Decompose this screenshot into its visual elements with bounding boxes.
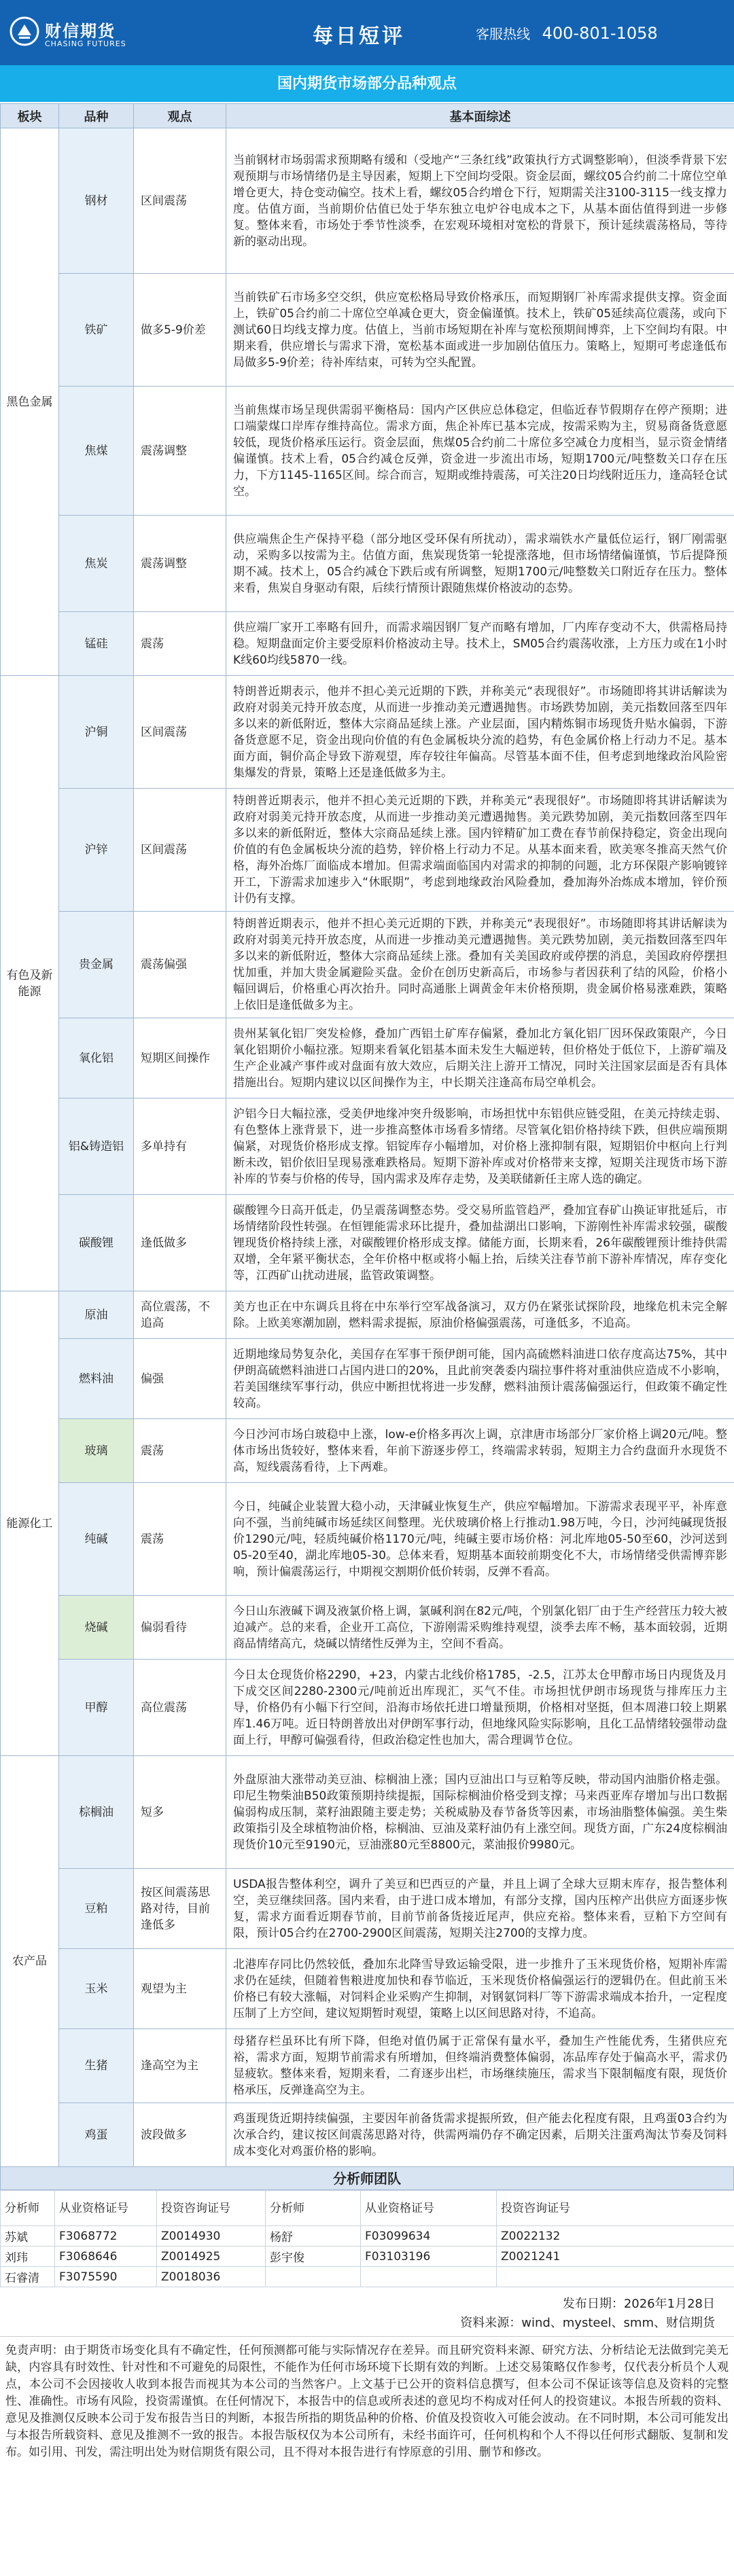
company-logo — [10, 14, 139, 53]
variety-cell: 豆粕 — [59, 1869, 134, 1949]
hotline-number[interactable]: 400-801-1058 — [542, 24, 658, 43]
analyst-cell: 刘玮 — [1, 2247, 55, 2267]
col-header-sector: 板块 — [1, 104, 59, 128]
hotline-label: 客服热线 — [476, 26, 530, 42]
table-row — [1, 1869, 734, 1949]
views-table — [0, 103, 734, 2167]
variety-cell: 原油 — [59, 1291, 134, 1339]
basis-cell: 当前钢材市场弱需求预期略有缓和（受地产“三条红线”政策执行方式调整影响），但淡季背景下宏观预期与市场情绪仍是主导因素，短期上下空间均受限。资金层面，螺纹05合约前二十席位空单增仓更大，持仓变动偏空。技术上看，螺纹05合约增仓下行，短期需关注3100-3115一线支撑力度。估值方面，当前期价估值已处于华东独立电炉谷电成本之下，从基本面估值得到进一步修复。整体来看，市场处于季节性淡季，在宏观环境相对宽松的背景下，预计延续震荡格局，等待新的驱动出现。 — [226, 128, 734, 274]
variety-cell: 烧碱 — [59, 1596, 134, 1660]
variety-cell: 玉米 — [59, 1949, 134, 2029]
table-row — [1, 676, 734, 789]
sector-cell: 有色及新能源 — [1, 676, 59, 1291]
analyst-cell: 彭宇俊 — [266, 2247, 361, 2267]
col-header-basis: 基本面综述 — [226, 104, 734, 128]
analyst-cell: F03103196 — [361, 2247, 497, 2267]
variety-cell: 贵金属 — [59, 912, 134, 1018]
sector-cell: 能源化工 — [1, 1291, 59, 1756]
table-row — [1, 912, 734, 1018]
basis-cell: 沪铝今日大幅拉涨，受美伊地缘冲突升级影响，市场担忧中东铝供应链受阻，在美元持续走弱、有色整体上涨背景下，进一步推高整体市场看多情绪。尽管氧化铝价格持续下跌，但供应端预期偏紧，对现货价格形成支撑。铝锭库存小幅增加，对价格上涨抑制有限，短期铝价中枢向上行判断未改，铝价依旧呈现易涨难跌格局。短期下游补库或对价格带来支撑，短期关注现货市场下游补库的节奏与价格的传导，国内需求及库存走势，及美联储新任主席人选的确定。 — [226, 1098, 734, 1195]
basis-cell: 当前铁矿石市场多空交织，供应宽松格局导致价格承压，而短期钢厂补库需求提供支撑。资金面上，铁矿05合约前二十席位空单减仓更大，资金偏谨慎。技术上，铁矿05延续高位震荡，或向下测试60日均线支撑力度。估值上，当前市场短期在补库与宽松预期间博弈，上下空间均有限。中期来看，供应增长与需求下滑，宽松基本面或进一步加剧估值压力。策略上，短期可考虑逢低布局做多5-9价差；待补库结束，可转为空头配置。 — [226, 274, 734, 387]
page-header — [0, 0, 734, 65]
analyst-col-header: 投资咨询证号 — [157, 2191, 266, 2226]
variety-cell: 沪锌 — [59, 789, 134, 912]
table-row — [1, 1483, 734, 1596]
publish-date: 发布日期：2026年1月28日 — [562, 2297, 715, 2311]
view-cell: 短多 — [134, 1756, 226, 1869]
section-title: 国内期货市场部分品种观点 — [0, 65, 734, 103]
table-row — [1, 1098, 734, 1195]
view-cell: 按区间震荡思路对待，目前逢低多 — [134, 1869, 226, 1949]
variety-cell: 钢材 — [59, 128, 134, 274]
basis-cell: 北港库存同比仍然较低，叠加东北降雪导致运输受限，进一步推升了玉米现货价格，短期补库需求仍在延续，但随着售粮进度加快和春节临近，玉米现货价格偏强运行的逻辑仍在。但此前玉米价格已有较大涨幅，对饲料企业采购产生抑制，对钢氨饲料厂等下游需求端成本抬升，一定程度压制了上方空间，建议短期暂时观望，策略上以区间思路对待，不追高。 — [226, 1949, 734, 2029]
view-cell: 区间震荡 — [134, 676, 226, 789]
view-cell: 震荡 — [134, 1419, 226, 1483]
basis-cell: 特朗普近期表示，他并不担心美元近期的下跌，并称美元“表现很好”。市场随即将其讲话解读为政府对弱美元持开放态度，从而进一步推动美元遭遇抛售。美元跌势加剧，美元指数回落至四年多以来的新低附近，整体大宗商品延续上涨。叠加有关美国政府或停摆的消息，美国政府停摆担忧加重，并加大贵金属避险买盘。金价在创历史新高后，市场参与者因获利了结的风险，价格小幅回调后，价格重心再次抬升。同时高通胀上调黄金年末价格预期，贵金属价格易涨难跌，策略上依旧是逢低做多为主。 — [226, 912, 734, 1018]
basis-cell: 今日沙河市场白玻稳中上涨，low-e价格多再次上调，京津唐市场部分厂家价格上调20元/吨。整体市场出货较好，整体来看，年前下游逐步停工，终端需求转弱，短期主力合约盘面升水现货不高，短线震荡看待，上下两难。 — [226, 1419, 734, 1483]
basis-cell: 碳酸锂今日高开低走，仍呈震荡调整态势。受交易所监管趋严，叠加宜春矿山换证审批延后，市场情绪阶段性转强。在恒锂能需求环比提升，叠加盐湖出口影响，下游刚性补库需求较强，碳酸锂现货价格持续上涨，对碳酸锂价格形成支撑。储能方面，长期来看，26年碳酸锂预计维持供需双增，全年紧平衡状态，全年价格中枢或将小幅上抬，后续关注春节前下游补库情况，库存变化等，江西矿山扰动进展，监管政策调整。 — [226, 1195, 734, 1291]
view-cell: 逢低做多 — [134, 1195, 226, 1291]
view-cell: 做多5-9价差 — [134, 274, 226, 387]
basis-cell: USDA报告整体利空，调升了美豆和巴西豆的产量，并且上调了全球大豆期末库存，报告整体利空，美豆继续回落。国内来看，由于进口成本增加，有部分支撑，国内压榨产出供应方面逐步恢复，需求方面看近期春节前，目前节前备货接近尾声，供应充裕。整体来看，豆粕下方空间有限，预计05合约在2700-2900区间震荡，短期关注2700的支撑力度。 — [226, 1869, 734, 1949]
basis-cell: 近期地缘局势复杂化，美国存在军事干预伊朗可能，国内高硫燃料油进口依存度高达75%，其中伊朗高硫燃料油进口占国内进口的20%，且此前突袭委内瑞拉事件将对重油供应造成不小影响，若美国继续军事行动，供应中断担忧将进一步发酵，燃料油预计震荡偏强运行，但政策不确定性较高。 — [226, 1339, 734, 1419]
view-cell: 偏强 — [134, 1339, 226, 1419]
table-row — [1, 1018, 734, 1098]
basis-cell: 今日太仓现货价格2290，+23，内蒙古北线价格1785，-2.5，江苏太仓甲醇市场日内现货及月下成交区间2280-2300元/吨前近出库现汇，买气不佳。市场担忧伊朗市场现货与排库压力主导，价格仍有小幅下行空间，沿海市场依托进口增量预期，价格相对坚挺，但本周港口较上期累库1.46万吨。近日特朗普放出对伊朗军事行动，但地缘风险实际影响，且化工品情绪较强带动盘面上行，甲醇可偏强看待，但政治稳定性也加大，需合理调节仓位。 — [226, 1660, 734, 1756]
view-cell: 多单持有 — [134, 1098, 226, 1195]
table-row — [1, 1339, 734, 1419]
analyst-table — [0, 2190, 734, 2287]
col-header-view: 观点 — [134, 104, 226, 128]
sector-cell: 黑色金属 — [1, 128, 59, 676]
analyst-cell: 苏斌 — [1, 2226, 55, 2247]
table-row — [1, 2103, 734, 2167]
data-source: 资料来源：wind、mysteel、smm、财信期货 — [0, 2313, 734, 2337]
variety-cell: 纯碱 — [59, 1483, 134, 1596]
analyst-row — [1, 2267, 734, 2287]
analyst-cell: 杨舒 — [266, 2226, 361, 2247]
view-cell: 震荡调整 — [134, 516, 226, 612]
analyst-col-header: 从业资格证号 — [55, 2191, 157, 2226]
logo-icon — [10, 16, 39, 46]
col-header-variety: 品种 — [59, 104, 134, 128]
view-cell: 短期区间操作 — [134, 1018, 226, 1098]
analyst-col-header: 从业资格证号 — [361, 2191, 497, 2226]
sector-cell: 农产品 — [1, 1756, 59, 2167]
table-row — [1, 1596, 734, 1660]
analyst-cell: Z0021241 — [497, 2247, 734, 2267]
table-row — [1, 516, 734, 612]
table-row — [1, 612, 734, 676]
team-title: 分析师团队 — [0, 2167, 734, 2190]
analyst-cell — [497, 2267, 734, 2287]
analyst-row — [1, 2247, 734, 2267]
basis-cell: 母猪存栏虽环比有所下降，但绝对值仍属于正常保有量水平，叠加生产性能优秀，生猪供应充裕，需求方面，短期节前需求有所增加，但终端消费整体偏弱，冻品库存处于偏高水平，需求仍显疲软。整体来看，短期来看，二育逐步出栏，市场继续施压，需求当下限制幅度有限，现货价格承压，反弹逢高空为主。 — [226, 2029, 734, 2103]
variety-cell: 铁矿 — [59, 274, 134, 387]
hotline — [476, 23, 658, 43]
table-row — [1, 387, 734, 516]
analyst-cell: Z0014925 — [157, 2247, 266, 2267]
basis-cell: 贵州某氧化铝厂突发检修，叠加广西铝土矿库存偏紧，叠加北方氧化铝厂因环保政策限产，今日氧化铝期价小幅拉涨。短期来看氧化铝基本面未发生大幅逆转，但价格处于低位下，上游矿端及生产企业减产事件或对盘面有放大效应，后期关注上游开工情况，同时关注国家层面是否有具体措施出台。短期内建议以区间操作为主，中长期关注逢高布局空单机会。 — [226, 1018, 734, 1098]
variety-cell: 焦煤 — [59, 387, 134, 516]
table-row — [1, 1291, 734, 1339]
variety-cell: 铝&铸造铝 — [59, 1098, 134, 1195]
analyst-row — [1, 2226, 734, 2247]
analyst-col-header: 分析师 — [266, 2191, 361, 2226]
variety-cell: 燃料油 — [59, 1339, 134, 1419]
basis-cell: 供应端焦企生产保持平稳（部分地区受环保有所扰动），需求端铁水产量低位运行，钢厂刚需驱动，采购多以按需为主。估值方面，焦炭现货第一轮提涨落地，但市场情绪偏谨慎，节后提降预期不减。技术上，05合约减仓下跌后或有所调整，短期1700元/吨整数关口附近存在压力。整体来看，焦炭自身驱动有限，后续行情预计跟随焦煤价格波动的态势。 — [226, 516, 734, 612]
variety-cell: 棕榈油 — [59, 1756, 134, 1869]
view-cell: 高位震荡 — [134, 1660, 226, 1756]
page-title: 每日短评 — [313, 24, 405, 48]
basis-cell: 特朗普近期表示，他并不担心美元近期的下跌，并称美元“表现很好”。市场随即将其讲话解读为政府对弱美元持开放态度，从而进一步推动美元遭遇抛售。市场跌势加剧，美元指数回落至四年多以来的新低附近，整体大宗商品延续上涨。产业层面，国内精炼铜市场现货升贴水偏弱，下游备货意愿不足，资金出现向价值的有色金属板块分流的趋势，有色金属价格上行动力不足。基本面方面，铜价高企导致下游观望，库存较往年偏高。尽管基本面不佳，但考虑到地缘政治风险密集爆发的背景，策略上还是逢低做多为主。 — [226, 676, 734, 789]
analyst-cell — [361, 2267, 497, 2287]
analyst-cell: Z0014930 — [157, 2226, 266, 2247]
table-body — [1, 128, 734, 2167]
basis-cell: 当前焦煤市场呈现供需弱平衡格局：国内产区供应总体稳定，但临近春节假期存在停产预期；进口端蒙煤口岸库存维持高位。需求方面，焦企补库已基本完成，按需采购为主，贸易商备货意愿较低，现货价格承压运行。资金层面，焦煤05合约前二十席位多空减仓力度相当，显示资金情绪偏谨慎。技术上看，05合约减仓反弹，资金进一步流出市场，短期1700元/吨整数关口存在压力，下方1145-1165区间。综合而言，短期或维持震荡，可关注20日均线附近压力，逢高轻仓试空。 — [226, 387, 734, 516]
analyst-col-header: 投资咨询证号 — [497, 2191, 734, 2226]
logo-text-cn: 财信期货 — [45, 22, 116, 41]
variety-cell: 沪铜 — [59, 676, 134, 789]
analyst-cell: F3068772 — [55, 2226, 157, 2247]
variety-cell: 甲醇 — [59, 1660, 134, 1756]
basis-cell: 美方也正在中东调兵且将在中东举行空军战备演习，双方仍在紧张试探阶段，地缘危机未完全解除。上欧美寒潮加剧，燃料需求提振，原油价格偏强震荡，可逢低多，不追高。 — [226, 1291, 734, 1339]
analyst-col-header: 分析师 — [1, 2191, 55, 2226]
basis-cell: 供应端厂家开工率略有回升，而需求端因钢厂复产而略有增加，厂内库存变动不大，供需格局持稳。短期盘面定价主要受原料价格波动主导。技术上，SM05合约震荡收涨，上方压力或在1小时K线60均线5870一线。 — [226, 612, 734, 676]
table-header-row — [1, 104, 734, 128]
variety-cell: 焦炭 — [59, 516, 134, 612]
logo-text-en: CHASING FUTURES — [45, 39, 126, 48]
analyst-cell: F03099634 — [361, 2226, 497, 2247]
analyst-cell: Z0022132 — [497, 2226, 734, 2247]
analyst-cell: Z0018036 — [157, 2267, 266, 2287]
table-row — [1, 1419, 734, 1483]
view-cell: 观望为主 — [134, 1949, 226, 2029]
view-cell: 波段做多 — [134, 2103, 226, 2167]
disclaimer: 免责声明：由于期货市场变化具有不确定性，任何预测都可能与实际情况存在差异。而且研究资料来源、研究方法、分析结论无法做到完美无缺，内容具有时效性、针对性和不可避免的局限性，不能作为任何市场环境下长期有效的判断。上述交易策略仅作参考，仅代表分析员个人观点，本公司不会因接收人收到本报告而视其为本公司的当然客户。上文基于已公开的资料信息撰写，但本公司不保证该等信息及资料的完整性、准确性。市场有风险，投资需谨慎。在任何情况下，本报告中的信息或所表述的意见均不构成对任何人的投资建议。本报告所载的资料、意见及推测仅反映本公司于发布报告当日的判断，本报告所指的期货品种的价格、价值及投资收入可能会波动。在不同时期，本公司可能发出与本报告所载资料、意见及推测不一致的报告。本报告版权仅为本公司所有，未经书面许可，任何机构和个人不得以任何形式翻版、复制和发布。如引用、刊发，需注明出处为财信期货有限公司，且不得对本报告进行有悖原意的引用、删节和修改。 — [5, 2344, 729, 2459]
basis-cell: 今日山东液碱下调及液氯价格上调，氯碱利润在82元/吨，个别氯化铝厂由于生产经营压力较大被迫减产。总的来看，企业开工高位，下游刚需采购维持观望，淡季去库不畅，基本面较弱，近期商品情绪高亢，烧碱以情绪性反弹为主，空间不看高。 — [226, 1596, 734, 1660]
basis-cell: 鸡蛋现货近期持续偏强，主要因年前备货需求提振所致，但产能去化程度有限，且鸡蛋03合约为次承合约，建议按区间震荡思路对待，供需两端仍存不确定因素，后期关注蛋鸡淘汰节奏及饲料成本变化对鸡蛋价格的影响。 — [226, 2103, 734, 2167]
analyst-cell — [266, 2267, 361, 2287]
variety-cell: 锰硅 — [59, 612, 134, 676]
view-cell: 偏弱看待 — [134, 1596, 226, 1660]
analyst-body — [1, 2226, 734, 2287]
view-cell: 逢高空为主 — [134, 2029, 226, 2103]
table-row — [1, 1756, 734, 1869]
variety-cell: 碳酸锂 — [59, 1195, 134, 1291]
table-row — [1, 274, 734, 387]
analyst-cell: F3068646 — [55, 2247, 157, 2267]
analyst-cell: 石睿清 — [1, 2267, 55, 2287]
analyst-header-row — [1, 2191, 734, 2226]
view-cell: 震荡 — [134, 1483, 226, 1596]
basis-cell: 特朗普近期表示，他并不担心美元近期的下跌，并称美元“表现很好”。市场随即将其讲话解读为政府对弱美元持开放态度，从而进一步推动美元遭遇抛售。美元跌势加剧，美元指数回落至四年多以来的新低附近，整体大宗商品延续上涨。国内锌精矿加工费在春节前保持稳定，资金出现向价值的有色金属板块分流的趋势，锌价格上行动力不足。从基本面来看，欧美寒冬推高天然气价格，海外冶炼厂面临成本增加。但需求端面临国内对需求的抑制的问题，北方环保限产影响镀锌开工，下游需求加速步入“休眠期”，考虑到地缘政治风险叠加，叠加海外冶炼成本增加，锌价预计仍有支撑。 — [226, 789, 734, 912]
basis-cell: 今日，纯碱企业装置大稳小动，天津碱业恢复生产，供应窄幅增加。下游需求表现平平，补库意向不强，当前纯碱市场延续区间整理。光伏玻璃价格上行推动1.98万吨，今日，沙河纯碱现货报价1290元/吨，轻质纯碱价格1170元/吨，纯碱主要市场价格：河北库地05-50至60，沙河送到05-20至40，湖北库地05-30。总体来看，短期基本面较前期变化不大，市场情绪受供需博弈影响，预计偏震荡运行，中期视交割期价低价转弱，反弹不看高。 — [226, 1483, 734, 1596]
table-row — [1, 1949, 734, 2029]
basis-cell: 外盘原油大涨带动美豆油、棕榈油上涨；国内豆油出口与豆粕等反映，带动国内油脂价格走强。印尼生物柴油B50政策预期持续提振，国际棕榈油价格受到支撑；马来西亚库存增加与出口数据偏弱构成压制，菜籽油跟随主要走势；关税威胁及春节备货等因素，市场油脂整体偏强。美生柴政策指引及全球植物油价格，棕榈油、豆油及菜籽油仍有上涨空间。现货方面，广东24度棕榈油现货价10元至9190元，豆油涨80元至8800元，菜油报价9980元。 — [226, 1756, 734, 1869]
table-row — [1, 1195, 734, 1291]
table-row — [1, 789, 734, 912]
variety-cell: 鸡蛋 — [59, 2103, 134, 2167]
table-row — [1, 128, 734, 274]
view-cell: 震荡调整 — [134, 387, 226, 516]
table-row — [1, 1660, 734, 1756]
view-cell: 震荡 — [134, 612, 226, 676]
variety-cell: 玻璃 — [59, 1419, 134, 1483]
view-cell: 区间震荡 — [134, 128, 226, 274]
view-cell: 震荡偏强 — [134, 912, 226, 1018]
variety-cell: 生猪 — [59, 2029, 134, 2103]
view-cell: 高位震荡，不追高 — [134, 1291, 226, 1339]
table-row — [1, 2029, 734, 2103]
view-cell: 区间震荡 — [134, 789, 226, 912]
analyst-cell: F3075590 — [55, 2267, 157, 2287]
variety-cell: 氧化铝 — [59, 1018, 134, 1098]
